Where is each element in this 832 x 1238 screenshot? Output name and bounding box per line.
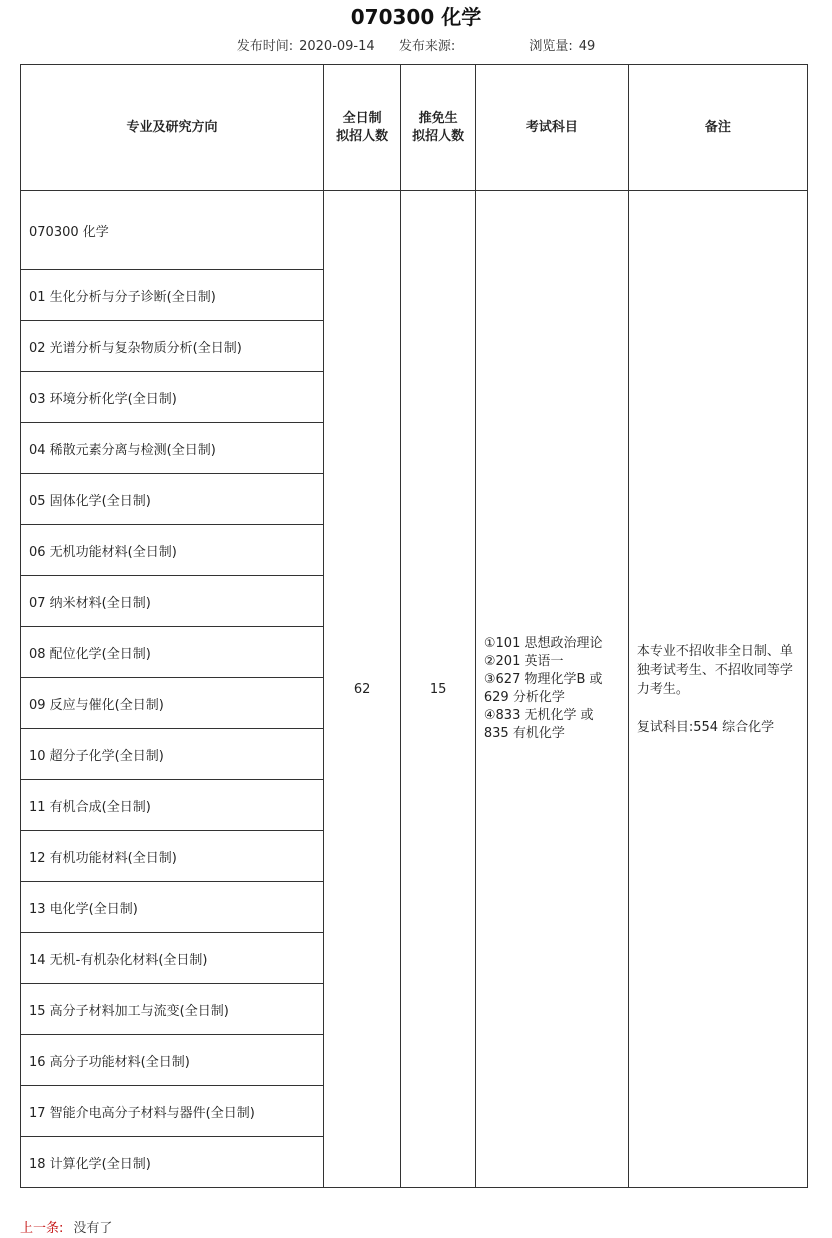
retest-subject: 复试科目:554 综合化学 <box>636 719 775 735</box>
subject-item: ①101 思想政治理论 <box>483 636 603 651</box>
direction-item: 01 生化分析与分子诊断(全日制) <box>21 270 324 321</box>
direction-item: 13 电化学(全日制) <box>21 882 324 933</box>
prev-value: 没有了 <box>73 1221 113 1236</box>
enrollment-table <box>20 64 808 1188</box>
direction-item: 03 环境分析化学(全日制) <box>21 372 324 423</box>
header-notes: 备注 <box>628 65 807 191</box>
direction-item: 06 无机功能材料(全日制) <box>21 525 324 576</box>
recommended-count: 15 <box>401 191 475 1188</box>
header-fulltime-line2: 拟招人数 <box>336 128 389 144</box>
subject-item: ④833 无机化学 或 835 有机化学 <box>483 708 594 741</box>
direction-item: 18 计算化学(全日制) <box>21 1137 324 1188</box>
direction-item: 10 超分子化学(全日制) <box>21 729 324 780</box>
notes-cell <box>628 191 807 1188</box>
header-recommended-line1: 推免生 <box>418 110 458 126</box>
direction-item: 04 稀散元素分离与检测(全日制) <box>21 423 324 474</box>
view-count-label: 浏览量: <box>529 39 573 54</box>
header-fulltime-line1: 全日制 <box>342 110 382 126</box>
publish-time <box>237 39 375 54</box>
direction-item: 16 高分子功能材料(全日制) <box>21 1035 324 1086</box>
publish-time-value: 2020-09-14 <box>299 39 375 54</box>
header-direction: 专业及研究方向 <box>21 65 324 191</box>
direction-item: 14 无机-有机杂化材料(全日制) <box>21 933 324 984</box>
view-count <box>529 39 595 54</box>
publish-source <box>399 39 505 54</box>
header-recommended <box>401 65 475 191</box>
direction-item: 15 高分子材料加工与流变(全日制) <box>21 984 324 1035</box>
article-meta <box>0 38 832 56</box>
direction-item: 05 固体化学(全日制) <box>21 474 324 525</box>
major-cell: 070300 化学 <box>21 191 324 270</box>
direction-item: 12 有机功能材料(全日制) <box>21 831 324 882</box>
header-fulltime <box>323 65 400 191</box>
header-subjects: 考试科目 <box>475 65 628 191</box>
header-recommended-line2: 拟招人数 <box>412 128 465 144</box>
subject-item: ②201 英语一 <box>483 654 564 669</box>
prev-label: 上一条: <box>20 1221 64 1236</box>
direction-item: 11 有机合成(全日制) <box>21 780 324 831</box>
publish-source-label: 发布来源: <box>398 39 456 54</box>
subject-item: ③627 物理化学B 或 629 分析化学 <box>483 672 603 705</box>
fulltime-count: 62 <box>323 191 400 1188</box>
direction-item: 17 智能介电高分子材料与器件(全日制) <box>21 1086 324 1137</box>
direction-item: 02 光谱分析与复杂物质分析(全日制) <box>21 321 324 372</box>
table-header-row <box>21 65 808 191</box>
note-text: 本专业不招收非全日制、单独考试考生、不招收同等学力考生。 <box>636 643 793 697</box>
page-title: 070300 化学 <box>350 5 482 29</box>
direction-item: 07 纳米材料(全日制) <box>21 576 324 627</box>
prev-article[interactable] <box>20 1220 112 1238</box>
table-row <box>21 191 808 270</box>
view-count-value: 49 <box>578 39 596 54</box>
direction-item: 08 配位化学(全日制) <box>21 627 324 678</box>
exam-subjects <box>475 191 628 1188</box>
publish-time-label: 发布时间: <box>236 39 294 54</box>
direction-item: 09 反应与催化(全日制) <box>21 678 324 729</box>
